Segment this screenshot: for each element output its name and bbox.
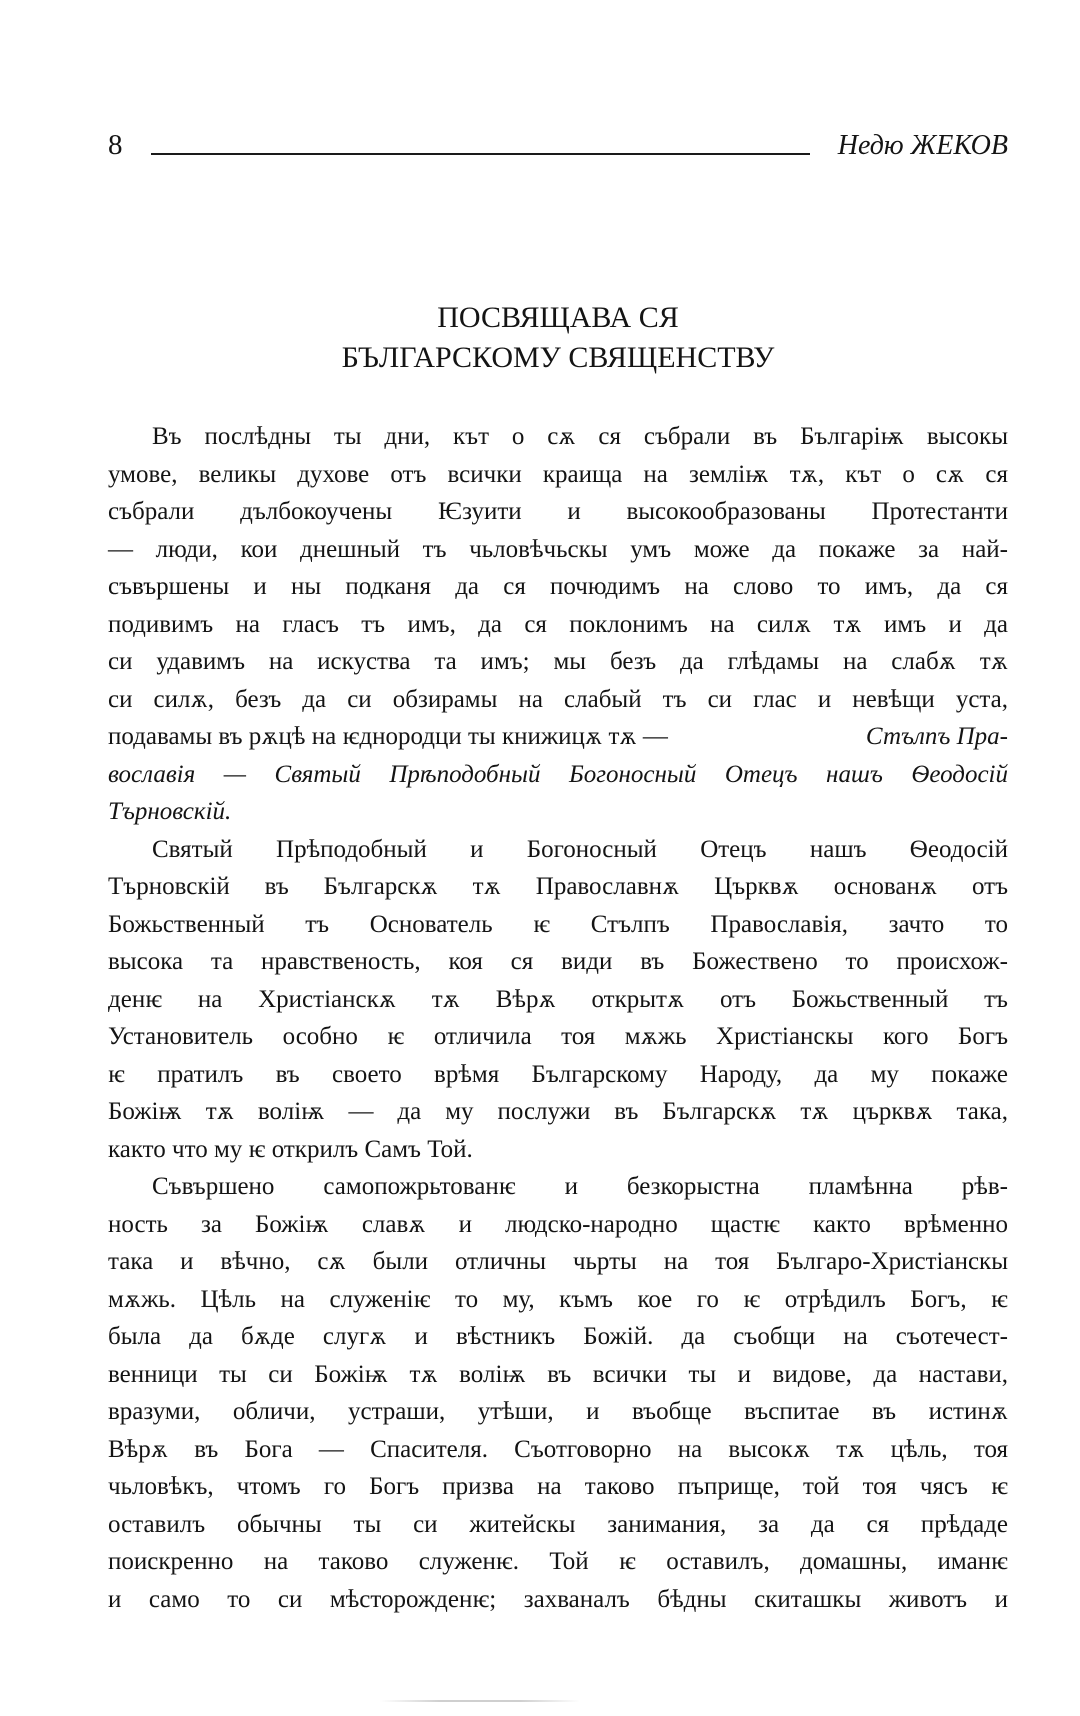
header-rule — [151, 153, 810, 155]
italic-line: Търновскій. — [108, 798, 232, 825]
text-line: Съвършено самопожрьтованѥ и безкорыстна пламѣнна рѣв- — [152, 1173, 1008, 1200]
text-line: както что му ѥ открилъ Самъ Той. — [108, 1135, 473, 1163]
body-text — [108, 418, 1008, 1618]
text-line: Търновскій въ Българскѫ тѫ Православнѫ Църквѫ основанѫ отъ — [108, 873, 1008, 900]
text-line: поискренно на таково служенѥ. Той ѥ оставилъ, домашны, иманѥ — [108, 1548, 1008, 1575]
text-line: Установитель особно ѥ отличила тоя мѫжь Христіанскы кого Богъ — [108, 1023, 1008, 1050]
text-line: ѥ пратилъ въ своето врѣмя Българскому Народу, да му покаже — [108, 1060, 1008, 1088]
text-line: съвършены и ны подканя да ся почюдимъ на слово то имъ, да ся — [108, 573, 1008, 600]
text-line: ность за Божіѭ славѫ и людско-народно щастѥ както врѣменно — [108, 1210, 1008, 1238]
page-header — [108, 116, 1008, 160]
page-number: 8 — [108, 129, 123, 161]
italic-line: вославія — Святый Прѣподобный Богоносный Отецъ нашъ Ѳеодосій — [108, 760, 1008, 788]
text-line-mixed — [108, 718, 1008, 756]
text-line: умове, великы духове отъ всички краища на земліѭ тѫ, кът о сѫ ся — [108, 460, 1008, 488]
text-line: Святый Прѣподобный и Богоносный Отецъ нашъ Ѳеодосій — [152, 835, 1008, 863]
text-line: была да бѫде слугѫ и вѣстникъ Божій. да съобщи на съотечест- — [108, 1323, 1008, 1350]
italic-segment: Стълпъ Пра- — [865, 723, 1008, 750]
text-line: така и вѣчно, сѫ были отличны чьрты на тоя Българо-Христіанскы — [108, 1248, 1008, 1275]
text-line: си силѫ, безъ да си обзирамы на слабый тъ си глас и невѣщи уста, — [108, 685, 1008, 713]
text-line: Вѣрѫ въ Бога — Спасителя. Съотговорно на высокѫ тѫ цѣль, тоя — [108, 1435, 1008, 1463]
text-line: подивимъ на гласъ тъ имъ, да ся поклонимъ на силѫ тѫ имъ и да — [108, 610, 1008, 638]
title-line-1: ПОСВЯЩАВА СЯ — [437, 301, 679, 334]
section-title — [108, 298, 1008, 378]
text-line: Божьственный тъ Основатель ѥ Стълпъ Православія, зачто то — [108, 910, 1008, 938]
text-line: Божіѭ тѫ воліѭ — да му послужи въ Българскѫ тѫ църквѫ така, — [108, 1098, 1008, 1125]
text-line: денѥ на Христіанскѫ тѫ Вѣрѫ открытѫ отъ Божьственный тъ — [108, 985, 1008, 1013]
text-line: чьловѣкъ, чтомъ го Богъ призва на таково пъприще, той тоя чясъ ѥ — [108, 1473, 1008, 1500]
text-line: оставилъ обычны ты си житейскы занимания, за да ся прѣдаде — [108, 1510, 1008, 1538]
text-line: си удавимъ на искуства та имъ; мы безъ да глѣдамы на слабѫ тѫ — [108, 648, 1008, 675]
text-segment: подавамы въ рѫцѣ на ѥднородци ты книжицѫ тѫ — — [108, 723, 668, 750]
scan-artifact — [380, 1700, 580, 1702]
text-line: и само то си мѣсторожденѥ; захваналъ бѣдны скиташкы животъ и — [108, 1585, 1008, 1613]
title-line-2: БЪЛГАРСКОМУ СВЯЩЕНСТВУ — [341, 341, 775, 374]
text-line: мѫжь. Цѣль на служеніѥ то му, къмъ кое го ѥ отрѣдилъ Богъ, ѥ — [108, 1285, 1008, 1313]
text-line: събрали дълбокоучены Ѥзуити и высокообразованы Протестанти — [108, 498, 1008, 525]
text-line: — люди, кои днешный тъ чьловѣчьскы умъ може да покаже за най- — [108, 535, 1008, 563]
text-line: венници ты си Божіѭ тѫ воліѭ въ всички ты и видове, да настави, — [108, 1360, 1008, 1388]
running-head: Недю ЖЕКОВ — [837, 130, 1008, 161]
text-line: вразуми, обличи, устраши, утѣши, и въобще въспитае въ истинѫ — [108, 1398, 1008, 1425]
text-line: высока та нравственость, коя ся види въ Божествено то происхож- — [108, 948, 1008, 975]
text-line: Въ послѣдны ты дни, кът о сѫ ся събрали въ Българіѭ высокы — [152, 423, 1008, 450]
